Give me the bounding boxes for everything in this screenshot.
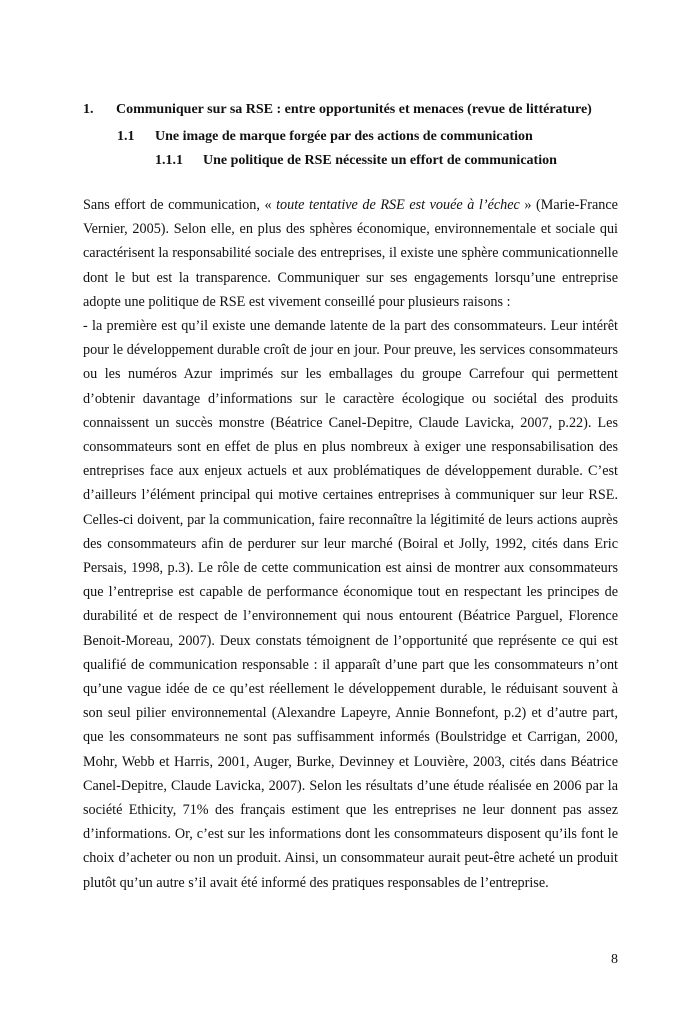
paragraph-intro (83, 193, 618, 314)
heading-title: Une image de marque forgée par des actions de communication (155, 129, 533, 144)
heading-level-1 (83, 101, 592, 118)
heading-level-3 (155, 152, 557, 169)
paragraph-first-reason: - la première est qu’il existe une demande latente de la part des consommateurs. Leur intérêt pour le développement durable croît de jour en jour. Pour preuve, les services consommateurs ou les numéros Azur imprimés sur les emballages du groupe Carrefour qui permettent d’obtenir davantage d’informations sur le caractère écologique ou sociétal des produits connaissent un succès monstre (Béatrice Canel-Depitre, Claude Lavicka, 2007, p.22). Les consommateurs sont en effet de plus en plus nombreux à exiger une responsabilisation des entreprises face aux enjeux actuels et aux problématiques de développement durable. C’est d’ailleurs l’élément principal qui motive certaines entreprises à communiquer sur leur RSE. Celles-ci doivent, par la communication, faire reconnaître la légitimité de leurs actions auprès des consommateurs afin de perdurer sur leur marché (Boiral et Jolly, 1992, cités dans Eric Persais, 1998, p.3). Le rôle de cette communication est ainsi de montrer aux consommateurs que l’entreprise est capable de performance économique tout en respectant les principes de durabilité et de respect de l’environnement qui nous entourent (Béatrice Parguel, Florence Benoit-Moreau, 2007). Deux constats témoignent de l’opportunité que représente ce qui est qualifié de communication responsable : il apparaît d’une part que les consommateurs n’ont qu’une vague idée de ce qu’est réellement le développement durable, le réduisant souvent à son seul pilier environnemental (Alexandre Lapeyre, Annie Bonnefont, p.2) et d’autre part, que les consommateurs ne sont pas suffisamment informés (Boulstridge et Carrigan, 2000, Mohr, Webb et Harris, 2001, Auger, Burke, Devinney et Louvière, 2003, cités dans Béatrice Canel-Depitre, Claude Lavicka, 2007). Selon les résultats d’une étude réalisée en 2006 par la société Ethicity, 71% des français estiment que les entreprises ne leur donnent pas assez d’informations. Or, c’est sur les informations dont les consommateurs disposent qu’ils font le choix d’acheter ou non un produit. Ainsi, un consommateur aurait peut-être acheté un produit plutôt qu’un autre s’il avait été informé des pratiques responsables de l’entreprise. (83, 318, 618, 891)
heading-level-2 (117, 128, 533, 145)
paragraph-intro-start: Sans effort de communication, « (83, 197, 277, 213)
heading-title: Communiquer sur sa RSE : entre opportunités et menaces (revue de littérature) (116, 102, 592, 117)
heading-number: 1.1.1 (155, 153, 183, 168)
heading-number: 1.1 (117, 129, 135, 144)
body-text (83, 193, 618, 895)
heading-number: 1. (83, 102, 94, 117)
citation-quote: toute tentative de RSE est vouée à l’échec (276, 197, 520, 213)
heading-title: Une politique de RSE nécessite un effort de communication (203, 153, 557, 168)
paragraph-intro-end: » (Marie-France Vernier, 2005). Selon elle, en plus des sphères économique, environnementale et sociale qui caractérisent la responsabilité sociale des entreprises, il existe une sphère communicationnelle dont le but est la transparence. Communiquer sur ses engagements lorsqu’une entreprise adopte une politique de RSE est vivement conseillé pour plusieurs raisons : (83, 197, 618, 310)
page-number: 8 (611, 952, 618, 967)
